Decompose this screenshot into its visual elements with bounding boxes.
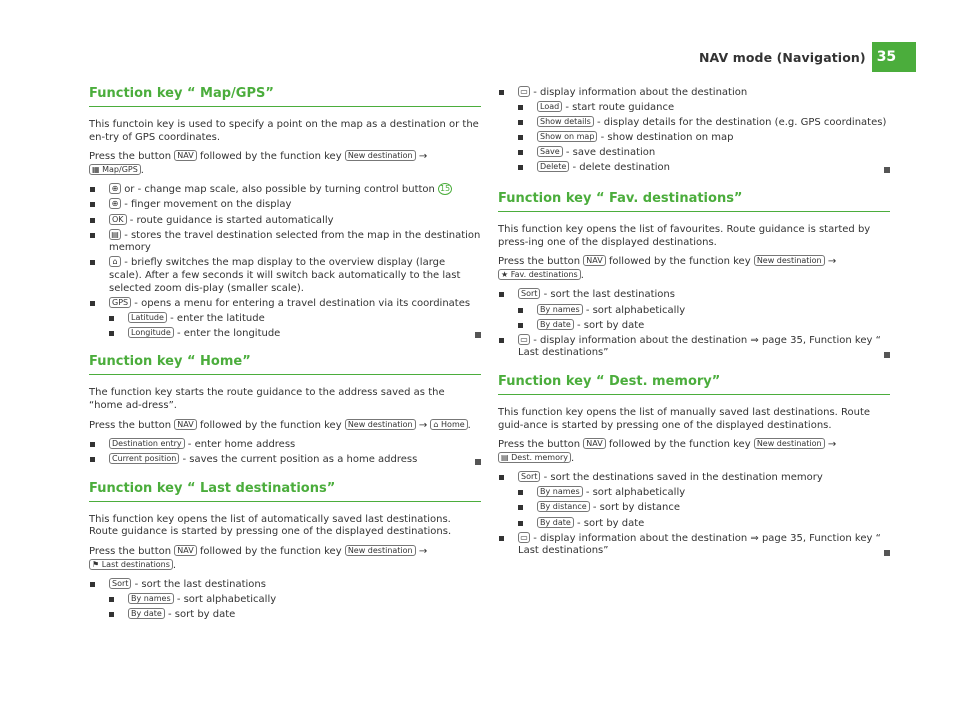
longitude-key: Longitude	[128, 327, 174, 338]
section-end-mark	[884, 352, 890, 358]
nav-key: NAV	[174, 150, 196, 161]
press-instruction: Press the button NAV followed by the function key New destination → ⌂ Home .	[89, 419, 471, 431]
section-end-mark	[475, 459, 481, 465]
by-distance-key: By distance	[537, 501, 590, 512]
by-date-key: By date	[128, 608, 165, 619]
load-key: Load	[537, 101, 562, 112]
delete-key: Delete	[537, 161, 569, 172]
list-item: ⌂ - briefly switches the map display to the overview display (large scale). After a few seconds it will switch back automatically to the last selected zoom dis-play (smaller scale).	[89, 256, 481, 295]
control-button-number: 15	[439, 184, 451, 194]
nav-key: NAV	[583, 255, 605, 266]
list-subitem: By names - sort alphabetically	[498, 486, 890, 500]
press-instruction: Press the button NAV followed by the function key New destination → ⚑ Last destinations .	[89, 546, 428, 571]
section-intro: This function key opens the list of favourites. Route guidance is started by press-ing one of the displayed destinations.	[498, 224, 871, 248]
list-subitem: Save - save destination	[498, 146, 890, 160]
section-last-destinations	[89, 481, 481, 622]
list-subitem: By names - sort alphabetically	[498, 304, 890, 318]
section-destination-info	[498, 86, 890, 175]
section-end-mark	[475, 332, 481, 338]
section-intro: This function key opens the list of manually saved last destinations. Route guid-ance is started by pressing one of the displayed destinations.	[498, 406, 871, 431]
new-destination-key: New destination	[345, 419, 416, 430]
destination-entry-key: Destination entry	[109, 438, 185, 449]
star-icon: ★	[501, 269, 509, 279]
list-subitem: By date - sort by date	[498, 517, 890, 531]
list-subitem: By distance - sort by distance	[498, 501, 890, 515]
by-names-key: By names	[537, 486, 583, 497]
list-subitem: By date - sort by date	[498, 319, 890, 333]
new-destination-key: New destination	[754, 255, 825, 266]
list-subitem: Show on map - show destination on map	[498, 131, 890, 145]
right-column	[498, 86, 890, 572]
nav-key: NAV	[583, 438, 605, 449]
section-intro: This functoin key is used to specify a point on the map as a destination or the en-try of GPS coordinates.	[89, 119, 479, 143]
press-instruction: Press the button NAV followed by the function key New destination → ★ Fav. destinations .	[498, 256, 837, 281]
map-gps-key: ▦ Map/GPS	[89, 164, 141, 175]
list-item: ▭ - display information about the destination ⇒ page 35, Function key “ Last destinations”	[498, 334, 890, 360]
new-destination-key: New destination	[754, 438, 825, 449]
list-item: ▭ - display information about the destination	[498, 86, 890, 100]
list-item: Sort - sort the destinations saved in the destination memory	[498, 471, 890, 485]
current-position-key: Current position	[109, 453, 179, 464]
latitude-key: Latitude	[128, 312, 167, 323]
list-subitem: By date - sort by date	[89, 608, 481, 622]
gps-key: GPS	[109, 297, 131, 308]
section-intro: The function key starts the route guidance to the address saved as the “home ad-dress”.	[89, 387, 445, 411]
sort-key: Sort	[518, 288, 540, 299]
page-header-title: NAV mode (Navigation)	[699, 49, 866, 65]
nav-key: NAV	[174, 419, 196, 430]
section-heading: Function key “ Map/GPS”	[89, 86, 481, 107]
move-icon: ⊕	[109, 198, 121, 209]
page-number: 35	[872, 42, 916, 72]
memory-icon: ▤	[501, 452, 509, 462]
new-destination-key: New destination	[345, 150, 416, 161]
by-date-key: By date	[537, 319, 574, 330]
home-icon: ⌂	[433, 419, 439, 429]
by-date-key: By date	[537, 517, 574, 528]
section-dest-memory	[498, 374, 890, 558]
list-subitem: Show details - display details for the destination (e.g. GPS coordinates)	[498, 116, 890, 130]
section-heading: Function key “ Home”	[89, 354, 481, 375]
info-icon: ▭	[518, 86, 530, 97]
home-key: ⌂ Home	[430, 419, 467, 430]
list-item: ⊕ or - change map scale, also possible by turning control button 15	[89, 183, 481, 197]
section-heading: Function key “ Dest. memory”	[498, 374, 890, 395]
sort-key: Sort	[109, 578, 131, 589]
nav-key: NAV	[174, 545, 196, 556]
list-subitem: Delete - delete destination	[498, 161, 890, 175]
section-home	[89, 354, 481, 466]
section-end-mark	[884, 167, 890, 173]
press-instruction: Press the button NAV followed by the function key New destination → ▦ Map/GPS .	[89, 151, 428, 176]
flag-icon: ⚑	[92, 559, 100, 569]
by-names-key: By names	[128, 593, 174, 604]
show-details-key: Show details	[537, 116, 594, 127]
save-key: Save	[537, 146, 563, 157]
info-icon: ▭	[518, 334, 530, 345]
list-subitem: By names - sort alphabetically	[89, 593, 481, 607]
overview-icon: ⌂	[109, 256, 121, 267]
section-map-gps	[89, 86, 481, 340]
dest-memory-key: ▤ Dest. memory	[498, 452, 571, 463]
press-instruction: Press the button NAV followed by the function key New destination → ▤ Dest. memory .	[498, 439, 837, 464]
sort-key: Sort	[518, 471, 540, 482]
new-destination-key: New destination	[345, 545, 416, 556]
store-icon: ▤	[109, 229, 121, 240]
map-icon: ▦	[92, 164, 100, 174]
list-item: Sort - sort the last destinations	[89, 578, 481, 592]
list-item: ▭ - display information about the destination ⇒ page 35, Function key “ Last destinations”	[498, 532, 890, 558]
zoom-in-icon: ⊕	[109, 183, 121, 194]
section-end-mark	[884, 550, 890, 556]
list-subitem: Load - start route guidance	[498, 101, 890, 115]
section-heading: Function key “ Last destinations”	[89, 481, 481, 502]
section-intro: This function key opens the list of automatically saved last destinations. Route guidance is started by pressing one of the displayed destinations.	[89, 513, 452, 538]
list-item: Destination entry - enter home address	[89, 438, 481, 452]
list-item: Sort - sort the last destinations	[498, 288, 890, 302]
info-icon: ▭	[518, 532, 530, 543]
list-item: ⊕ - finger movement on the display	[89, 198, 481, 212]
list-subitem: Longitude - enter the longitude	[89, 327, 481, 341]
show-on-map-key: Show on map	[537, 131, 597, 142]
list-subitem: Latitude - enter the latitude	[89, 312, 481, 326]
list-item: OK - route guidance is started automatically	[89, 214, 481, 228]
list-item: Current position - saves the current position as a home address	[89, 453, 481, 467]
last-destinations-key: ⚑ Last destinations	[89, 559, 173, 570]
list-item: ▤ - stores the travel destination selected from the map in the destination memory	[89, 229, 481, 255]
ok-key: OK	[109, 214, 127, 225]
section-heading: Function key “ Fav. destinations”	[498, 191, 890, 212]
by-names-key: By names	[537, 304, 583, 315]
page-header	[699, 42, 916, 72]
section-fav-destinations	[498, 191, 890, 360]
list-item: GPS - opens a menu for entering a travel destination via its coordinates	[89, 297, 481, 311]
left-column	[89, 86, 481, 636]
fav-destinations-key: ★ Fav. destinations	[498, 269, 581, 280]
